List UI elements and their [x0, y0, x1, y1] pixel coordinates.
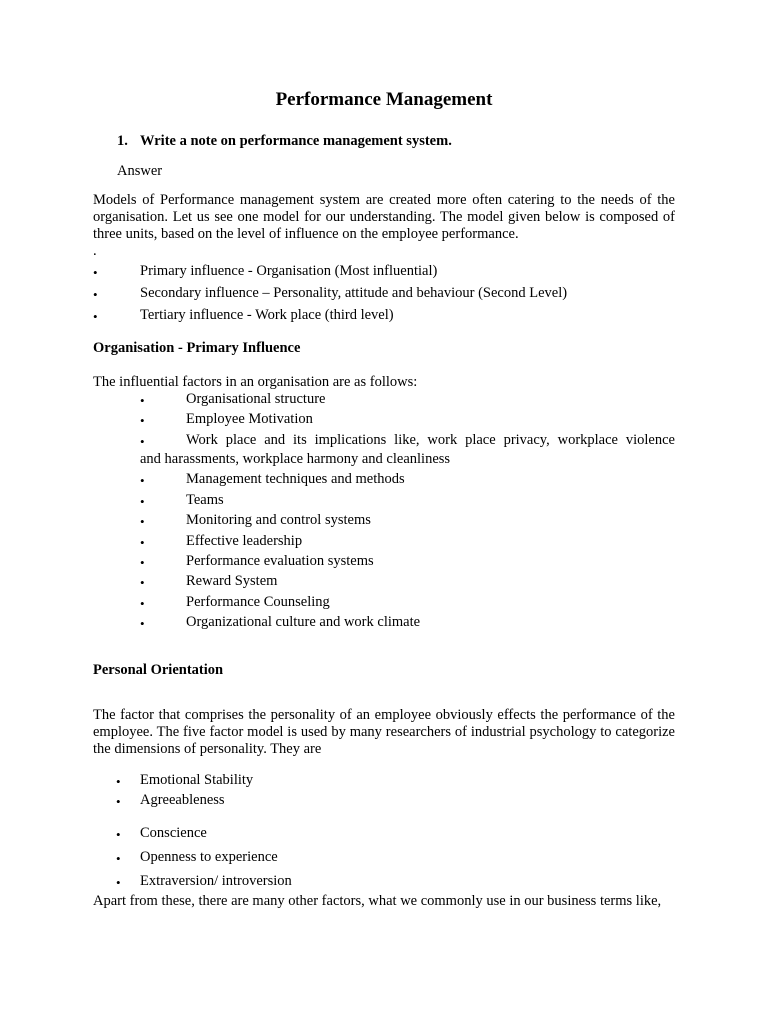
bullet-icon: •	[116, 794, 121, 809]
section-heading-organisation: Organisation - Primary Influence	[93, 340, 301, 356]
bullet-icon: •	[116, 875, 121, 890]
bullet-icon: •	[140, 514, 145, 529]
trait-item: Openness to experience	[140, 849, 278, 865]
bullet-icon: •	[140, 535, 145, 550]
org-factor: Work place and its implications like, work place privacy, workplace violence	[186, 432, 675, 448]
intro-paragraph: Models of Performance management system are created more often catering to the needs of the organisation. Let us see one model for our understanding. The model given below is composed of three units, based on the level of influence on the employee performance.	[93, 192, 675, 242]
bullet-icon: •	[93, 287, 98, 302]
closing-paragraph: Apart from these, there are many other factors, what we commonly use in our business terms like,	[93, 893, 662, 909]
section-heading-personal: Personal Orientation	[93, 662, 224, 678]
org-factor: Organizational culture and work climate	[186, 614, 421, 630]
org-factor: Effective leadership	[186, 533, 303, 549]
org-factor: Organisational structure	[186, 391, 326, 407]
org-factor: Performance evaluation systems	[186, 553, 374, 569]
bullet-icon: •	[140, 413, 145, 428]
org-factor-continued: and harassments, workplace harmony and cleanliness	[140, 451, 451, 467]
bullet-icon: •	[140, 393, 145, 408]
question-number: 1.	[117, 133, 128, 149]
bullet-icon: •	[116, 851, 121, 866]
org-factor: Monitoring and control systems	[186, 512, 371, 528]
bullet-icon: •	[140, 555, 145, 570]
org-factor: Reward System	[186, 573, 278, 589]
stray-dot: .	[93, 243, 97, 259]
bullet-icon: •	[140, 575, 145, 590]
trait-item: Extraversion/ introversion	[140, 873, 292, 889]
org-intro: The influential factors in an organisation are as follows:	[93, 374, 418, 390]
bullet-icon: •	[140, 473, 145, 488]
bullet-icon: •	[93, 265, 98, 280]
bullet-icon: •	[116, 774, 121, 789]
page-title: Performance Management	[275, 89, 493, 110]
org-factor: Employee Motivation	[186, 411, 313, 427]
org-factor: Performance Counseling	[186, 594, 330, 610]
bullet-icon: •	[93, 309, 98, 324]
question-text: Write a note on performance management system.	[140, 133, 452, 149]
bullet-icon: •	[116, 827, 121, 842]
trait-item: Agreeableness	[140, 792, 225, 808]
trait-item: Conscience	[140, 825, 207, 841]
influence-item: Primary influence - Organisation (Most influential)	[140, 263, 438, 279]
influence-item: Tertiary influence - Work place (third level)	[140, 307, 394, 323]
bullet-icon: •	[140, 494, 145, 509]
org-factor: Management techniques and methods	[186, 471, 405, 487]
personal-paragraph: The factor that comprises the personality of an employee obviously effects the performance of the employee. The five factor model is used by many researchers of industrial psychology to categorize the dimensions of personality. They are	[93, 707, 675, 757]
bullet-icon: •	[140, 616, 145, 631]
influence-item: Secondary influence – Personality, attitude and behaviour (Second Level)	[140, 285, 568, 301]
bullet-icon: •	[140, 596, 145, 611]
answer-label: Answer	[117, 163, 163, 179]
trait-item: Emotional Stability	[140, 772, 254, 788]
org-factor: Teams	[186, 492, 224, 508]
bullet-icon: •	[140, 434, 145, 449]
